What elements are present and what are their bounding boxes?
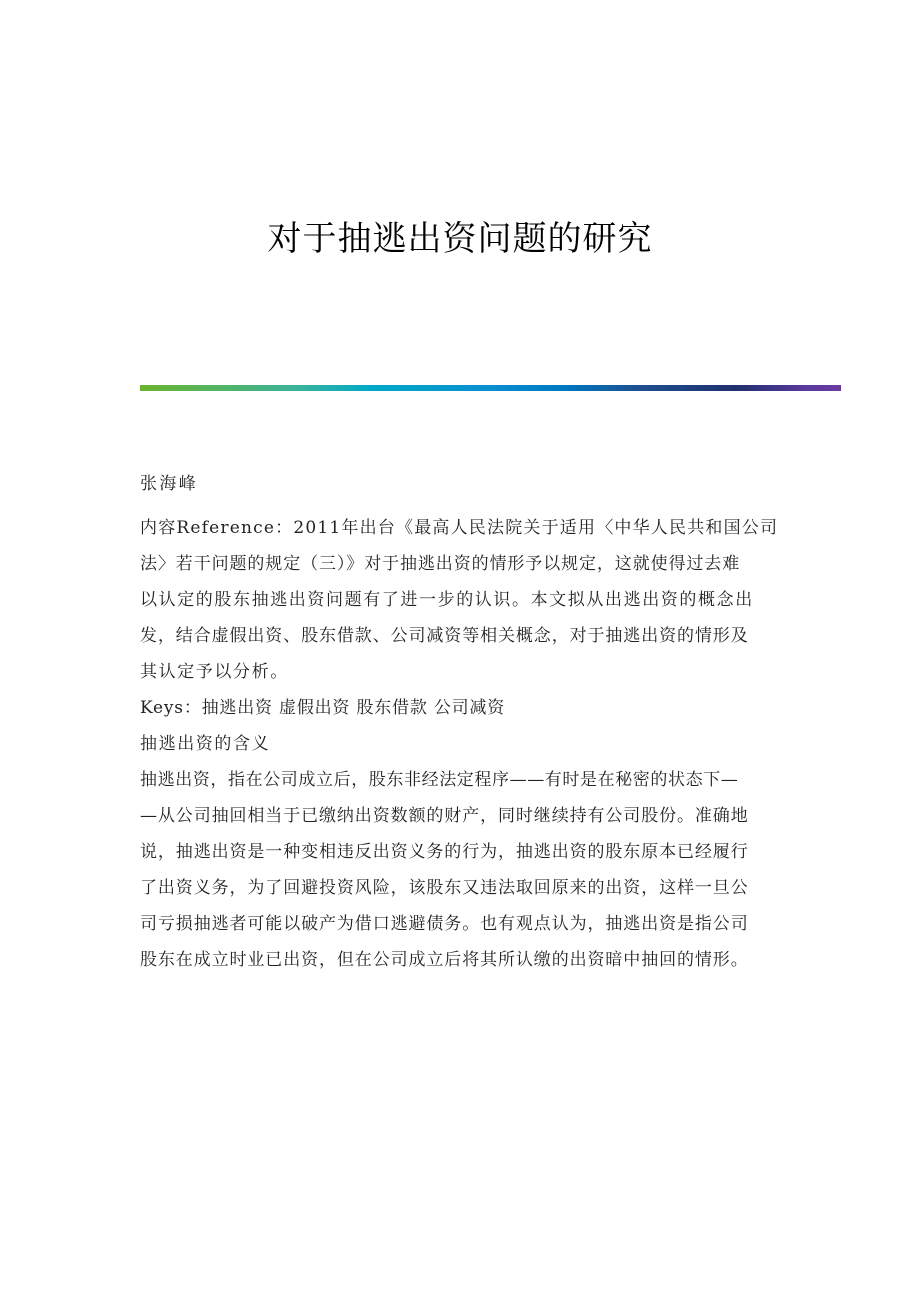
- author-name: 张海峰: [140, 474, 199, 494]
- section-heading: 抽逃出资的含义: [140, 734, 271, 754]
- body-line: —从公司抽回相当于已缴纳出资数额的财产，同时继续持有公司股份。准确地: [140, 806, 749, 826]
- body-line: 司亏损抽逃者可能以破产为借口逃避债务。也有观点认为，抽逃出资是指公司: [140, 914, 749, 934]
- body-line: 了出资义务，为了回避投资风险，该股东又违法取回原来的出资，这样一旦公: [140, 878, 749, 898]
- document-title: 对于抽逃出资问题的研究: [267, 219, 653, 259]
- abstract-line: 法〉若干问题的规定（三）》对于抽逃出资的情形予以规定，这就使得过去难: [140, 554, 741, 574]
- body-paragraph: [140, 762, 780, 978]
- document-body: [140, 466, 780, 978]
- abstract: [140, 510, 780, 690]
- abstract-line: 内容Reference：2011年出台《最高人民法院关于适用〈中华人民共和国公司: [140, 518, 779, 538]
- abstract-line: 其认定予以分析。: [140, 662, 289, 682]
- abstract-line: 以认定的股东抽逃出资问题有了进一步的认识。本文拟从出逃出资的概念出: [140, 590, 754, 610]
- gradient-divider: [140, 385, 841, 391]
- body-line: 说，抽逃出资是一种变相违反出资义务的行为，抽逃出资的股东原本已经履行: [140, 842, 749, 862]
- keywords: Keys：抽逃出资 虚假出资 股东借款 公司减资: [140, 698, 506, 718]
- abstract-line: 发，结合虚假出资、股东借款、公司减资等相关概念，对于抽逃出资的情形及: [140, 626, 749, 646]
- body-line: 抽逃出资，指在公司成立后，股东非经法定程序——有时是在秘密的状态下—: [140, 770, 739, 790]
- body-line: 股东在成立时业已出资，但在公司成立后将其所认缴的出资暗中抽回的情形。: [140, 950, 749, 970]
